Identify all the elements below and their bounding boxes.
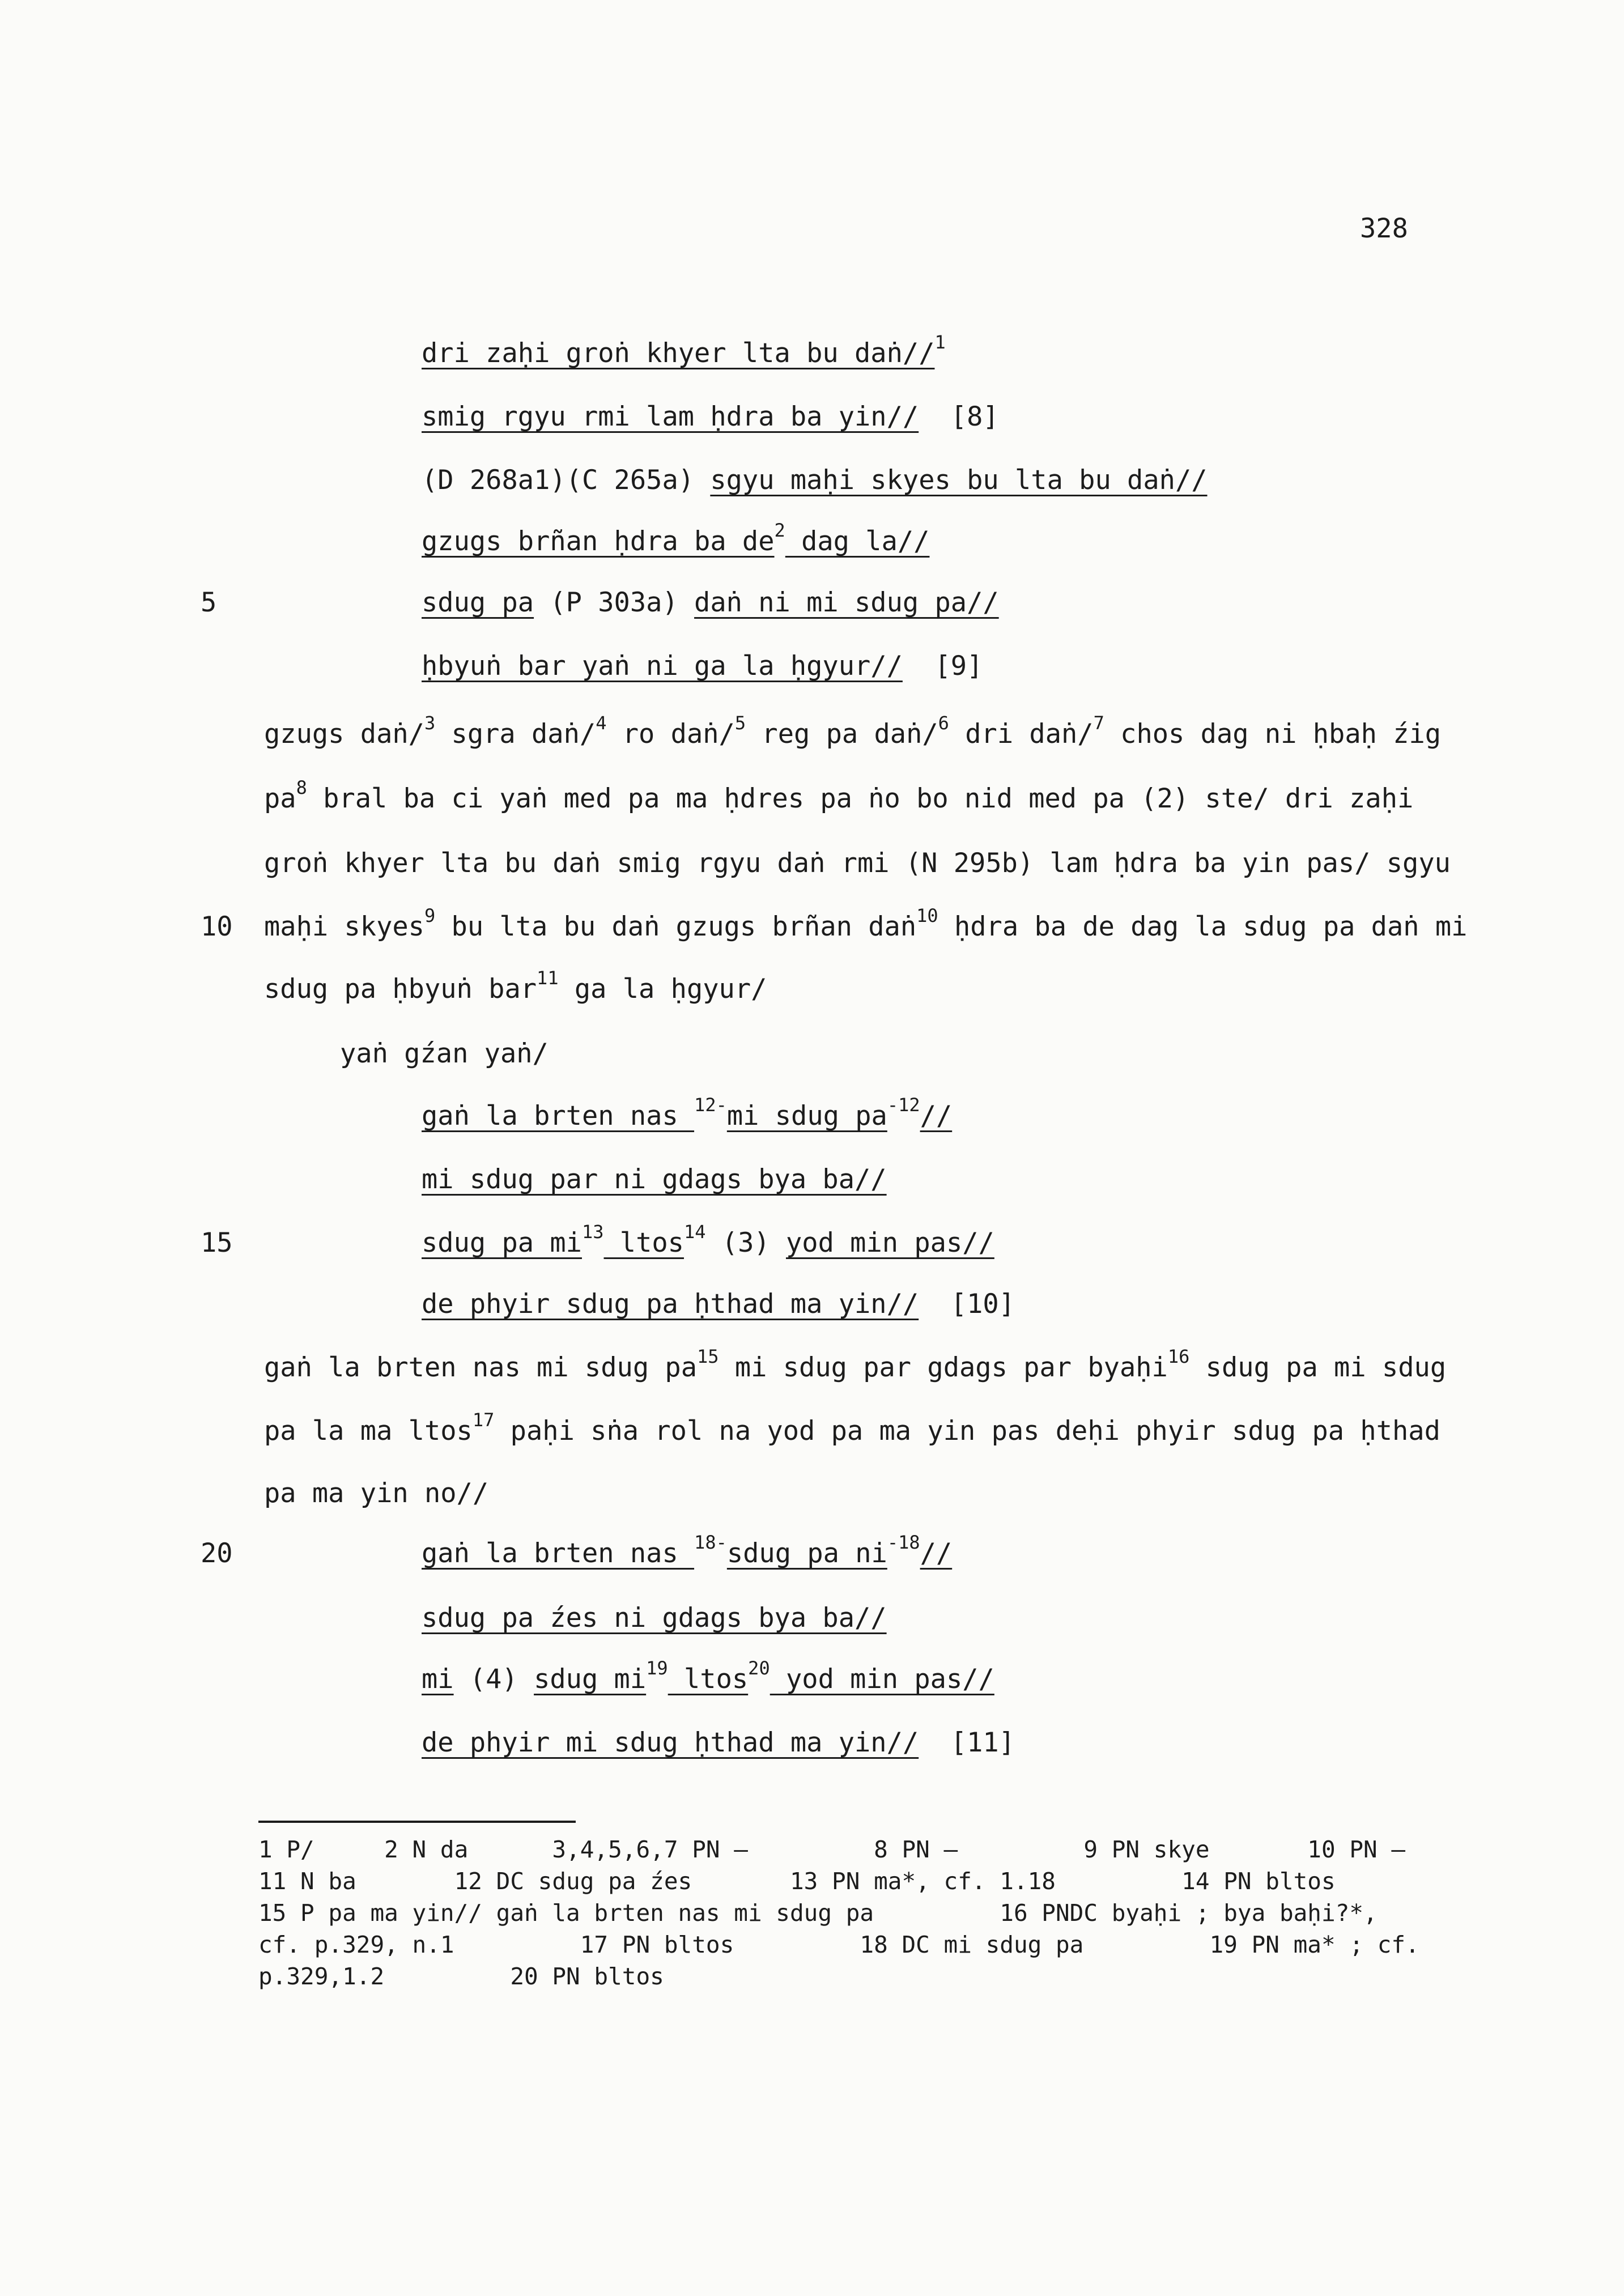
note-marker: 16 [1167,1346,1190,1367]
underlined-text: sgyu maḥi skyes bu lta bu daṅ// [710,465,1208,496]
plain-text: (3) [705,1227,786,1258]
line-number: 5 [201,587,217,618]
underlined-text: ḥbyuṅ bar yaṅ ni ga la ḥgyur// [422,650,903,682]
verse-line [422,1163,887,1197]
plain-text: reg pa daṅ/ [746,718,938,750]
underlined-text: ltos [603,1227,684,1258]
note-marker: 18- [694,1532,727,1553]
note-marker: 17 [472,1409,495,1431]
underlined-text: smig rgyu rmi lam ḥdra ba yin// [422,401,919,432]
underlined-text: mi sdug pa [726,1100,887,1132]
footnote-rule [258,1821,576,1823]
underlined-text: daṅ ni mi sdug pa// [694,587,999,618]
underlined-text: sdug pa [422,587,534,618]
prose-line [264,905,1468,946]
note-marker: 10 [916,905,938,926]
plain-text: ḥdra ba de dag la sdug pa daṅ mi [938,911,1468,942]
prose-line [264,1409,1440,1451]
underlined-text: de phyir mi sdug ḥthad ma yin// [422,1727,919,1758]
note-marker: 11 [537,967,559,989]
plain-text: pa la ma ltos [264,1415,473,1447]
note-marker: -18 [887,1532,920,1553]
plain-text: yaṅ gźan yaṅ/ [340,1038,549,1069]
verse-line [422,1657,994,1699]
underlined-text: gaṅ la brten nas [422,1100,695,1132]
underlined-text: sdug pa mi [422,1227,582,1258]
plain-text: ro daṅ/ [606,718,735,750]
plain-text: [10] [919,1289,1015,1320]
note-marker: -12 [887,1094,920,1116]
verse-line [422,1726,1015,1760]
note-marker: 9 [424,905,436,926]
prose-line [264,777,1414,818]
plain-text: sdug pa ḥbyuṅ bar [264,973,537,1005]
prose-line [264,1346,1447,1387]
prose-line [264,712,1442,754]
plain-text: pa [264,783,296,814]
footnote-line: p.329,1.2 20 PN bltos [258,1963,664,1990]
footnote-line: cf. p.329, n.1 17 PN bltos 18 DC mi sdug pa 19 PN ma* ; cf. [258,1931,1419,1958]
underlined-text: ltos [668,1664,749,1695]
footnote-line: 11 N ba 12 DC sdug pa źes 13 PN ma*, cf. 1.18 14 PN bltos [258,1868,1336,1895]
underlined-text: de phyir sdug pa ḥthad ma yin// [422,1289,919,1320]
plain-text: bu lta bu daṅ gzugs brñan daṅ [435,911,917,942]
note-marker: 5 [734,712,746,734]
verse-line [422,464,1208,498]
underlined-text: sdug pa ni [726,1538,887,1569]
verse-line [422,1601,887,1635]
note-marker: 1 [934,331,946,353]
note-marker: 15 [697,1346,719,1367]
plain-text: chos dag ni ḥbaḥ źig [1104,718,1442,750]
verse-line [422,586,999,620]
plain-text: paḥi sṅa rol na yod pa ma yin pas deḥi phyir sdug pa ḥthad [494,1415,1440,1447]
note-marker: 20 [748,1657,770,1679]
note-marker: 4 [596,712,607,734]
note-marker: 19 [646,1657,668,1679]
plain-text: [11] [919,1727,1015,1758]
verse-line [422,649,983,683]
underlined-text: mi sdug par ni gdags bya ba// [422,1164,887,1195]
note-marker: 12- [694,1094,727,1116]
note-marker: 14 [683,1221,706,1243]
note-marker: 8 [296,777,307,798]
plain-text: [8] [919,401,999,432]
plain-text: groṅ khyer lta bu daṅ smig rgyu daṅ rmi (N 295b) lam ḥdra ba yin pas/ sgyu [264,848,1451,879]
line-number: 20 [201,1538,233,1569]
plain-text: (P 303a) [534,587,695,618]
underlined-text: sdug pa źes ni gdags bya ba// [422,1602,887,1634]
underlined-text: yod min pas// [770,1664,994,1695]
verse-line [422,1287,1015,1321]
verse-line [422,1094,953,1136]
plain-text: sgra daṅ/ [435,718,596,750]
plain-text: bral ba ci yaṅ med pa ma ḥdres pa ṅo bo nid med pa (2) ste/ dri zaḥi [307,783,1414,814]
underlined-text: // [920,1538,953,1569]
verse-line [422,520,930,561]
plain-text: pa ma yin no// [264,1478,489,1509]
verse-line [422,1221,994,1262]
plain-text: (D 268a1)(C 265a) [422,465,711,496]
prose-line [264,967,767,1009]
plain-text: [9] [902,650,983,682]
plain-text: mi sdug par gdags par byaḥi [719,1352,1168,1383]
note-marker: 13 [581,1221,604,1243]
footnote-line: 15 P pa ma yin// gaṅ la brten nas mi sdug pa 16 PNDC byaḥi ; bya baḥi?*, [258,1899,1378,1927]
prose-line [264,1477,488,1511]
note-marker: 7 [1093,712,1104,734]
underlined-text: mi [422,1664,454,1695]
verse-line [422,331,946,373]
underlined-text: dag la// [785,526,930,557]
footnote-line: 1 P/ 2 N da 3,4,5,6,7 PN — 8 PN — 9 PN skye 10 PN — [258,1836,1406,1863]
plain-text: maḥi skyes [264,911,424,942]
underlined-text: dri zaḥi groṅ khyer lta bu daṅ// [422,338,935,369]
note-marker: 2 [774,520,785,541]
prose-line [340,1037,549,1071]
underlined-text: gaṅ la brten nas [422,1538,695,1569]
plain-text: ga la ḥgyur/ [558,973,767,1005]
prose-line [264,847,1451,881]
page-number: 328 [1360,213,1408,244]
note-marker: 3 [424,712,436,734]
underlined-text: gzugs brñan ḥdra ba de [422,526,775,557]
underlined-text: // [920,1100,953,1132]
line-number: 10 [201,911,233,942]
underlined-text: yod min pas// [786,1227,994,1258]
plain-text: sdug pa mi sdug [1189,1352,1447,1383]
verse-line [422,400,999,434]
plain-text: dri daṅ/ [949,718,1094,750]
plain-text: gzugs daṅ/ [264,718,424,750]
underlined-text: sdug mi [534,1664,647,1695]
note-marker: 6 [938,712,949,734]
plain-text: (4) [453,1664,534,1695]
plain-text: gaṅ la brten nas mi sdug pa [264,1352,698,1383]
line-number: 15 [201,1227,233,1258]
verse-line [422,1532,953,1573]
